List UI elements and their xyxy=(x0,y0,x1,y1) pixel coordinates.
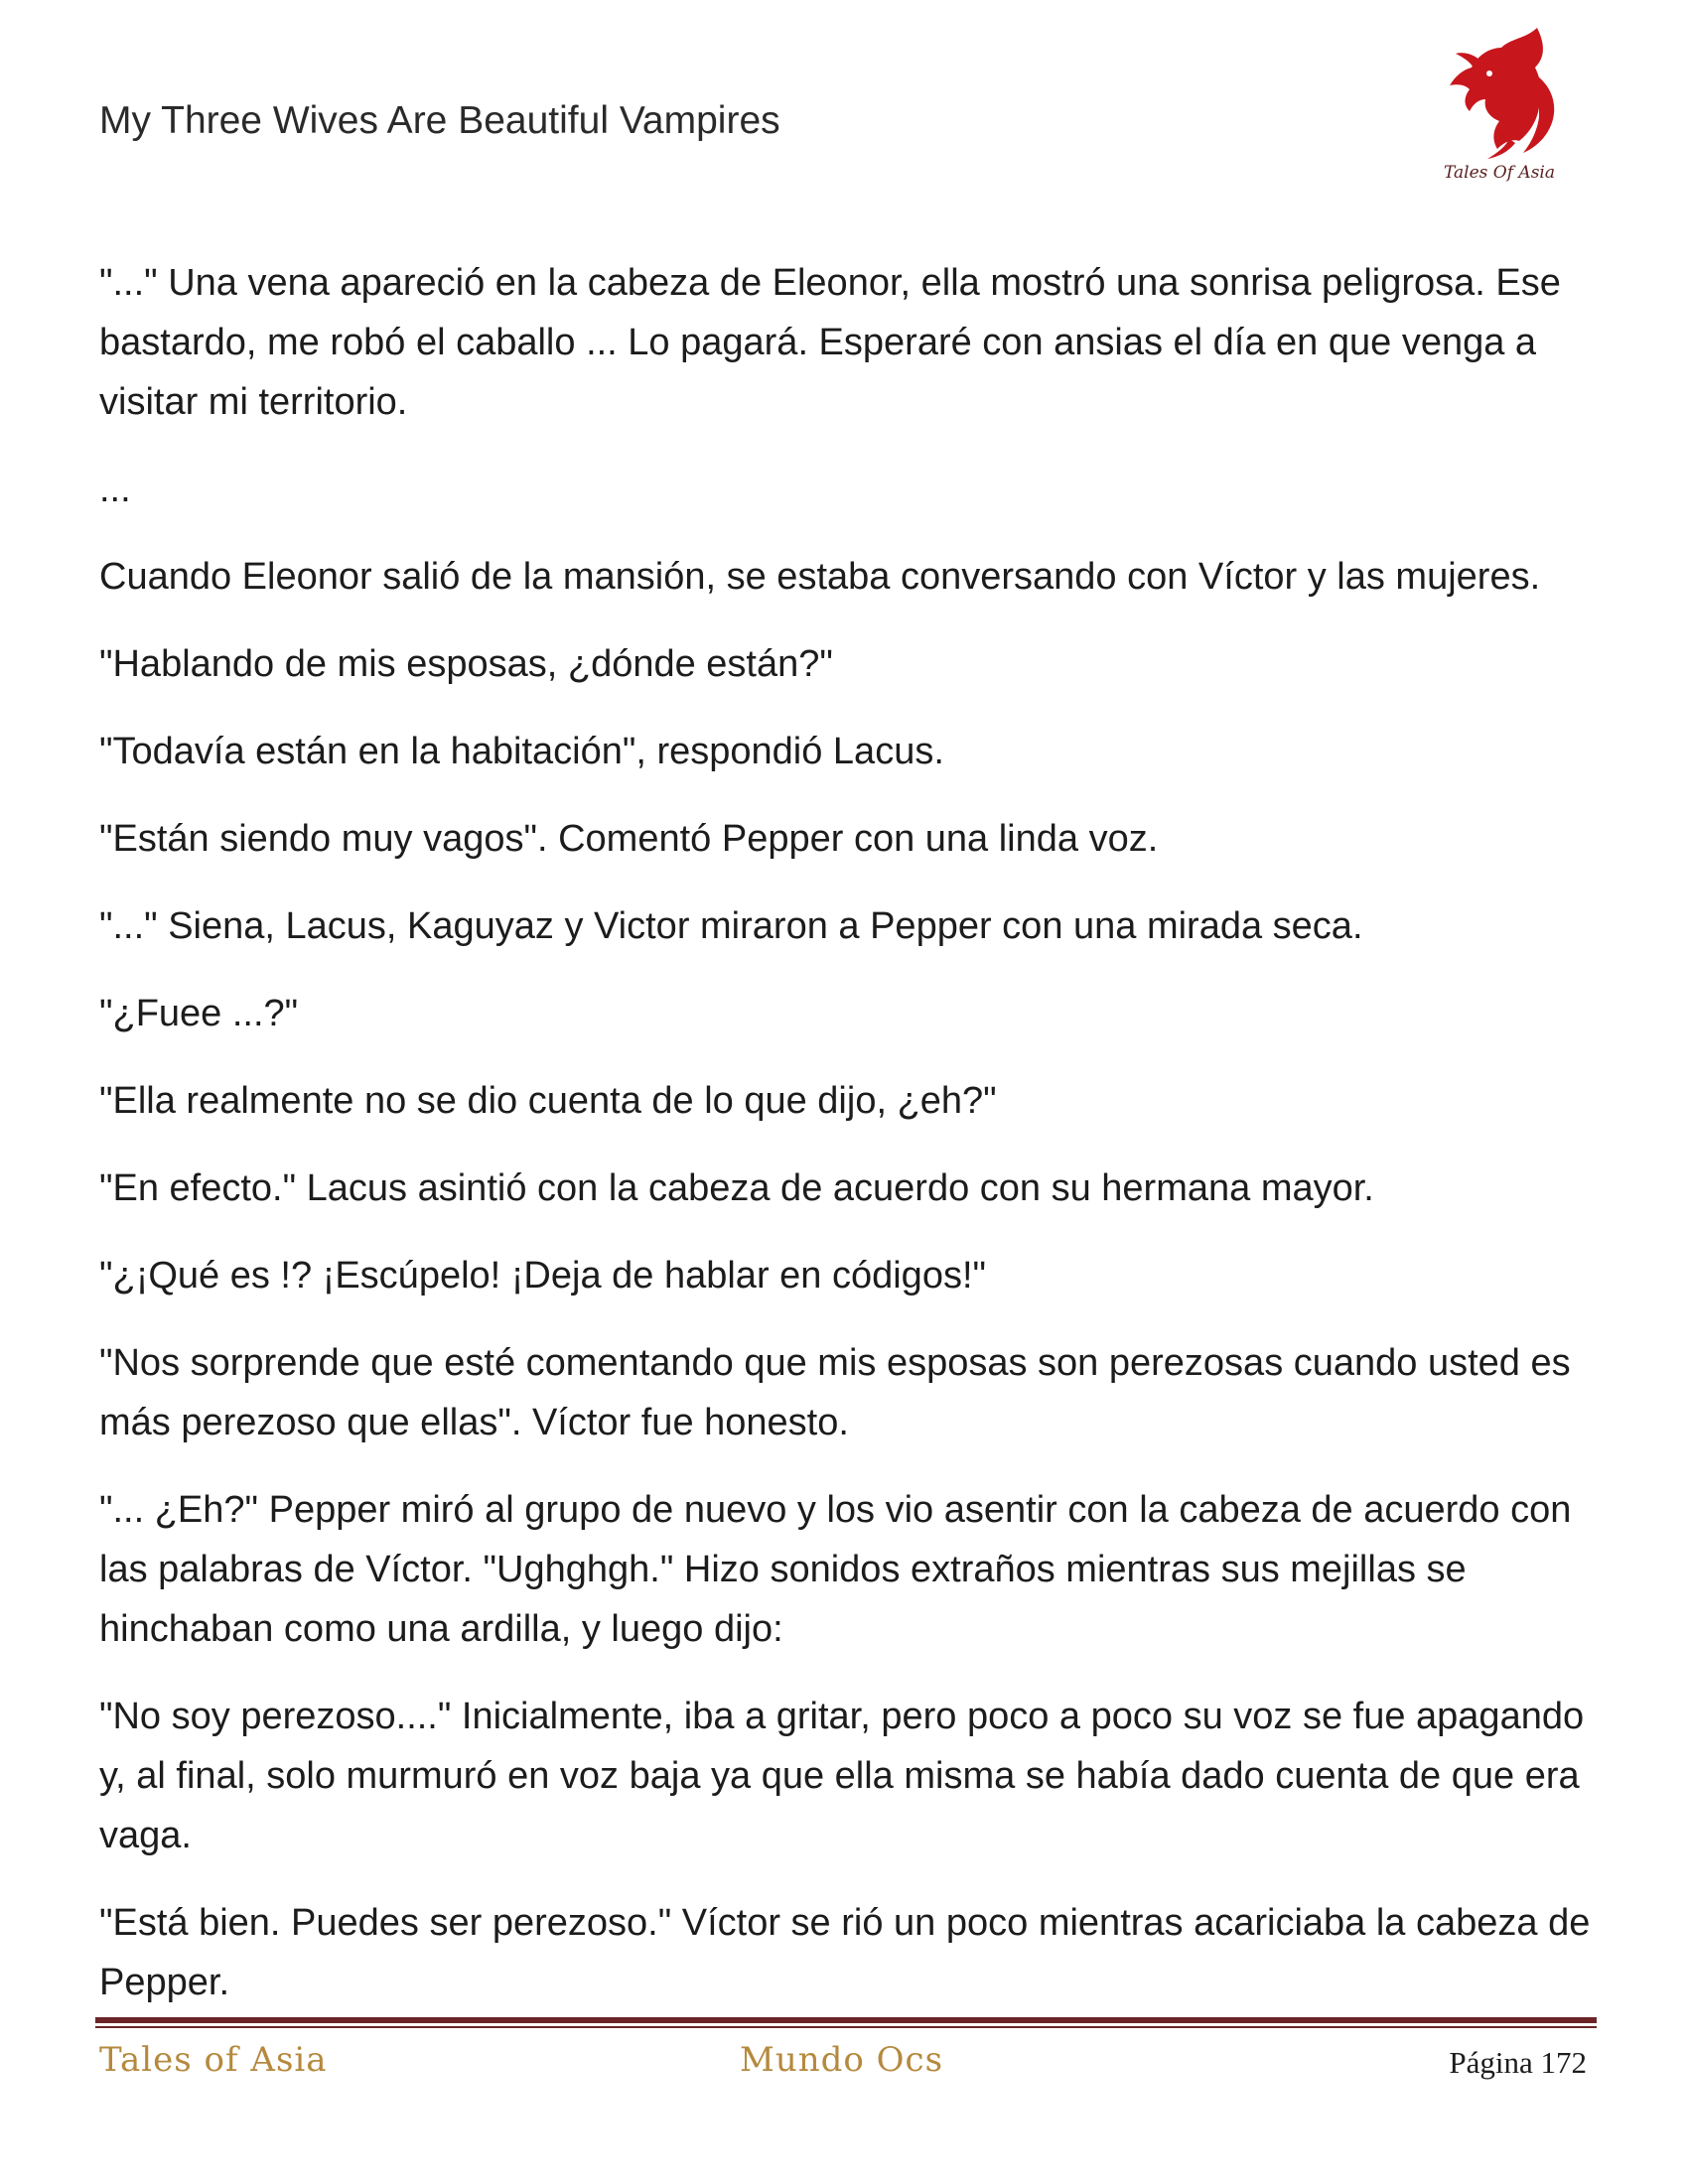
tales-of-asia-logo xyxy=(1420,18,1579,187)
paragraph: "... ¿Eh?" Pepper miró al grupo de nuevo y los vio asentir con la cabeza de acuerdo con las palabras de Víctor. "Ughghgh." Hizo sonidos extraños mientras sus mejillas se hinchaban como una ardilla, y luego dijo: xyxy=(99,1489,1572,1650)
paragraph: "Hablando de mis esposas, ¿dónde están?" xyxy=(99,643,833,685)
footer-source: Tales of Asia xyxy=(99,2040,328,2080)
logo-caption: Tales Of Asia xyxy=(1444,163,1555,183)
document-body xyxy=(99,253,1599,2040)
paragraph: "Nos sorprende que esté comentando que mis esposas son perezosas cuando usted es más perezoso que ellas". Víctor fue honesto. xyxy=(99,1342,1571,1443)
dragon-logo-icon xyxy=(1420,18,1579,187)
paragraph: "Está bien. Puedes ser perezoso." Víctor se rió un poco mientras acariciaba la cabeza de Pepper. xyxy=(99,1902,1591,2003)
footer-site: Mundo Ocs xyxy=(740,2040,944,2080)
footer-divider xyxy=(95,2017,1597,2023)
paragraph: "Todavía están en la habitación", respondió Lacus. xyxy=(99,731,944,772)
footer-divider-thin xyxy=(95,2026,1597,2028)
paragraph: "Ella realmente no se dio cuenta de lo que dijo, ¿eh?" xyxy=(99,1080,997,1122)
paragraph: ... xyxy=(99,469,131,510)
paragraph: Cuando Eleonor salió de la mansión, se estaba conversando con Víctor y las mujeres. xyxy=(99,556,1541,598)
document-title: My Three Wives Are Beautiful Vampires xyxy=(99,99,780,142)
paragraph: "No soy perezoso...." Inicialmente, iba a gritar, pero poco a poco su voz se fue apagando y, al final, solo murmuró en voz baja ya que ella misma se había dado cuenta de que era vaga. xyxy=(99,1696,1585,1856)
paragraph: "..." Siena, Lacus, Kaguyaz y Victor miraron a Pepper con una mirada seca. xyxy=(99,905,1363,947)
paragraph: "¿Fuee ...?" xyxy=(99,993,299,1034)
paragraph: "Están siendo muy vagos". Comentó Pepper con una linda voz. xyxy=(99,818,1159,860)
paragraph: "En efecto." Lacus asintió con la cabeza de acuerdo con su hermana mayor. xyxy=(99,1167,1374,1209)
page-number: Página 172 xyxy=(1449,2045,1587,2080)
paragraph: "¿¡Qué es !? ¡Escúpelo! ¡Deja de hablar en códigos!" xyxy=(99,1255,986,1297)
paragraph: "..." Una vena apareció en la cabeza de Eleonor, ella mostró una sonrisa peligrosa. Ese bastardo, me robó el caballo ... Lo pagará. Esperaré con ansias el día en que venga a visitar mi territorio. xyxy=(99,262,1561,423)
